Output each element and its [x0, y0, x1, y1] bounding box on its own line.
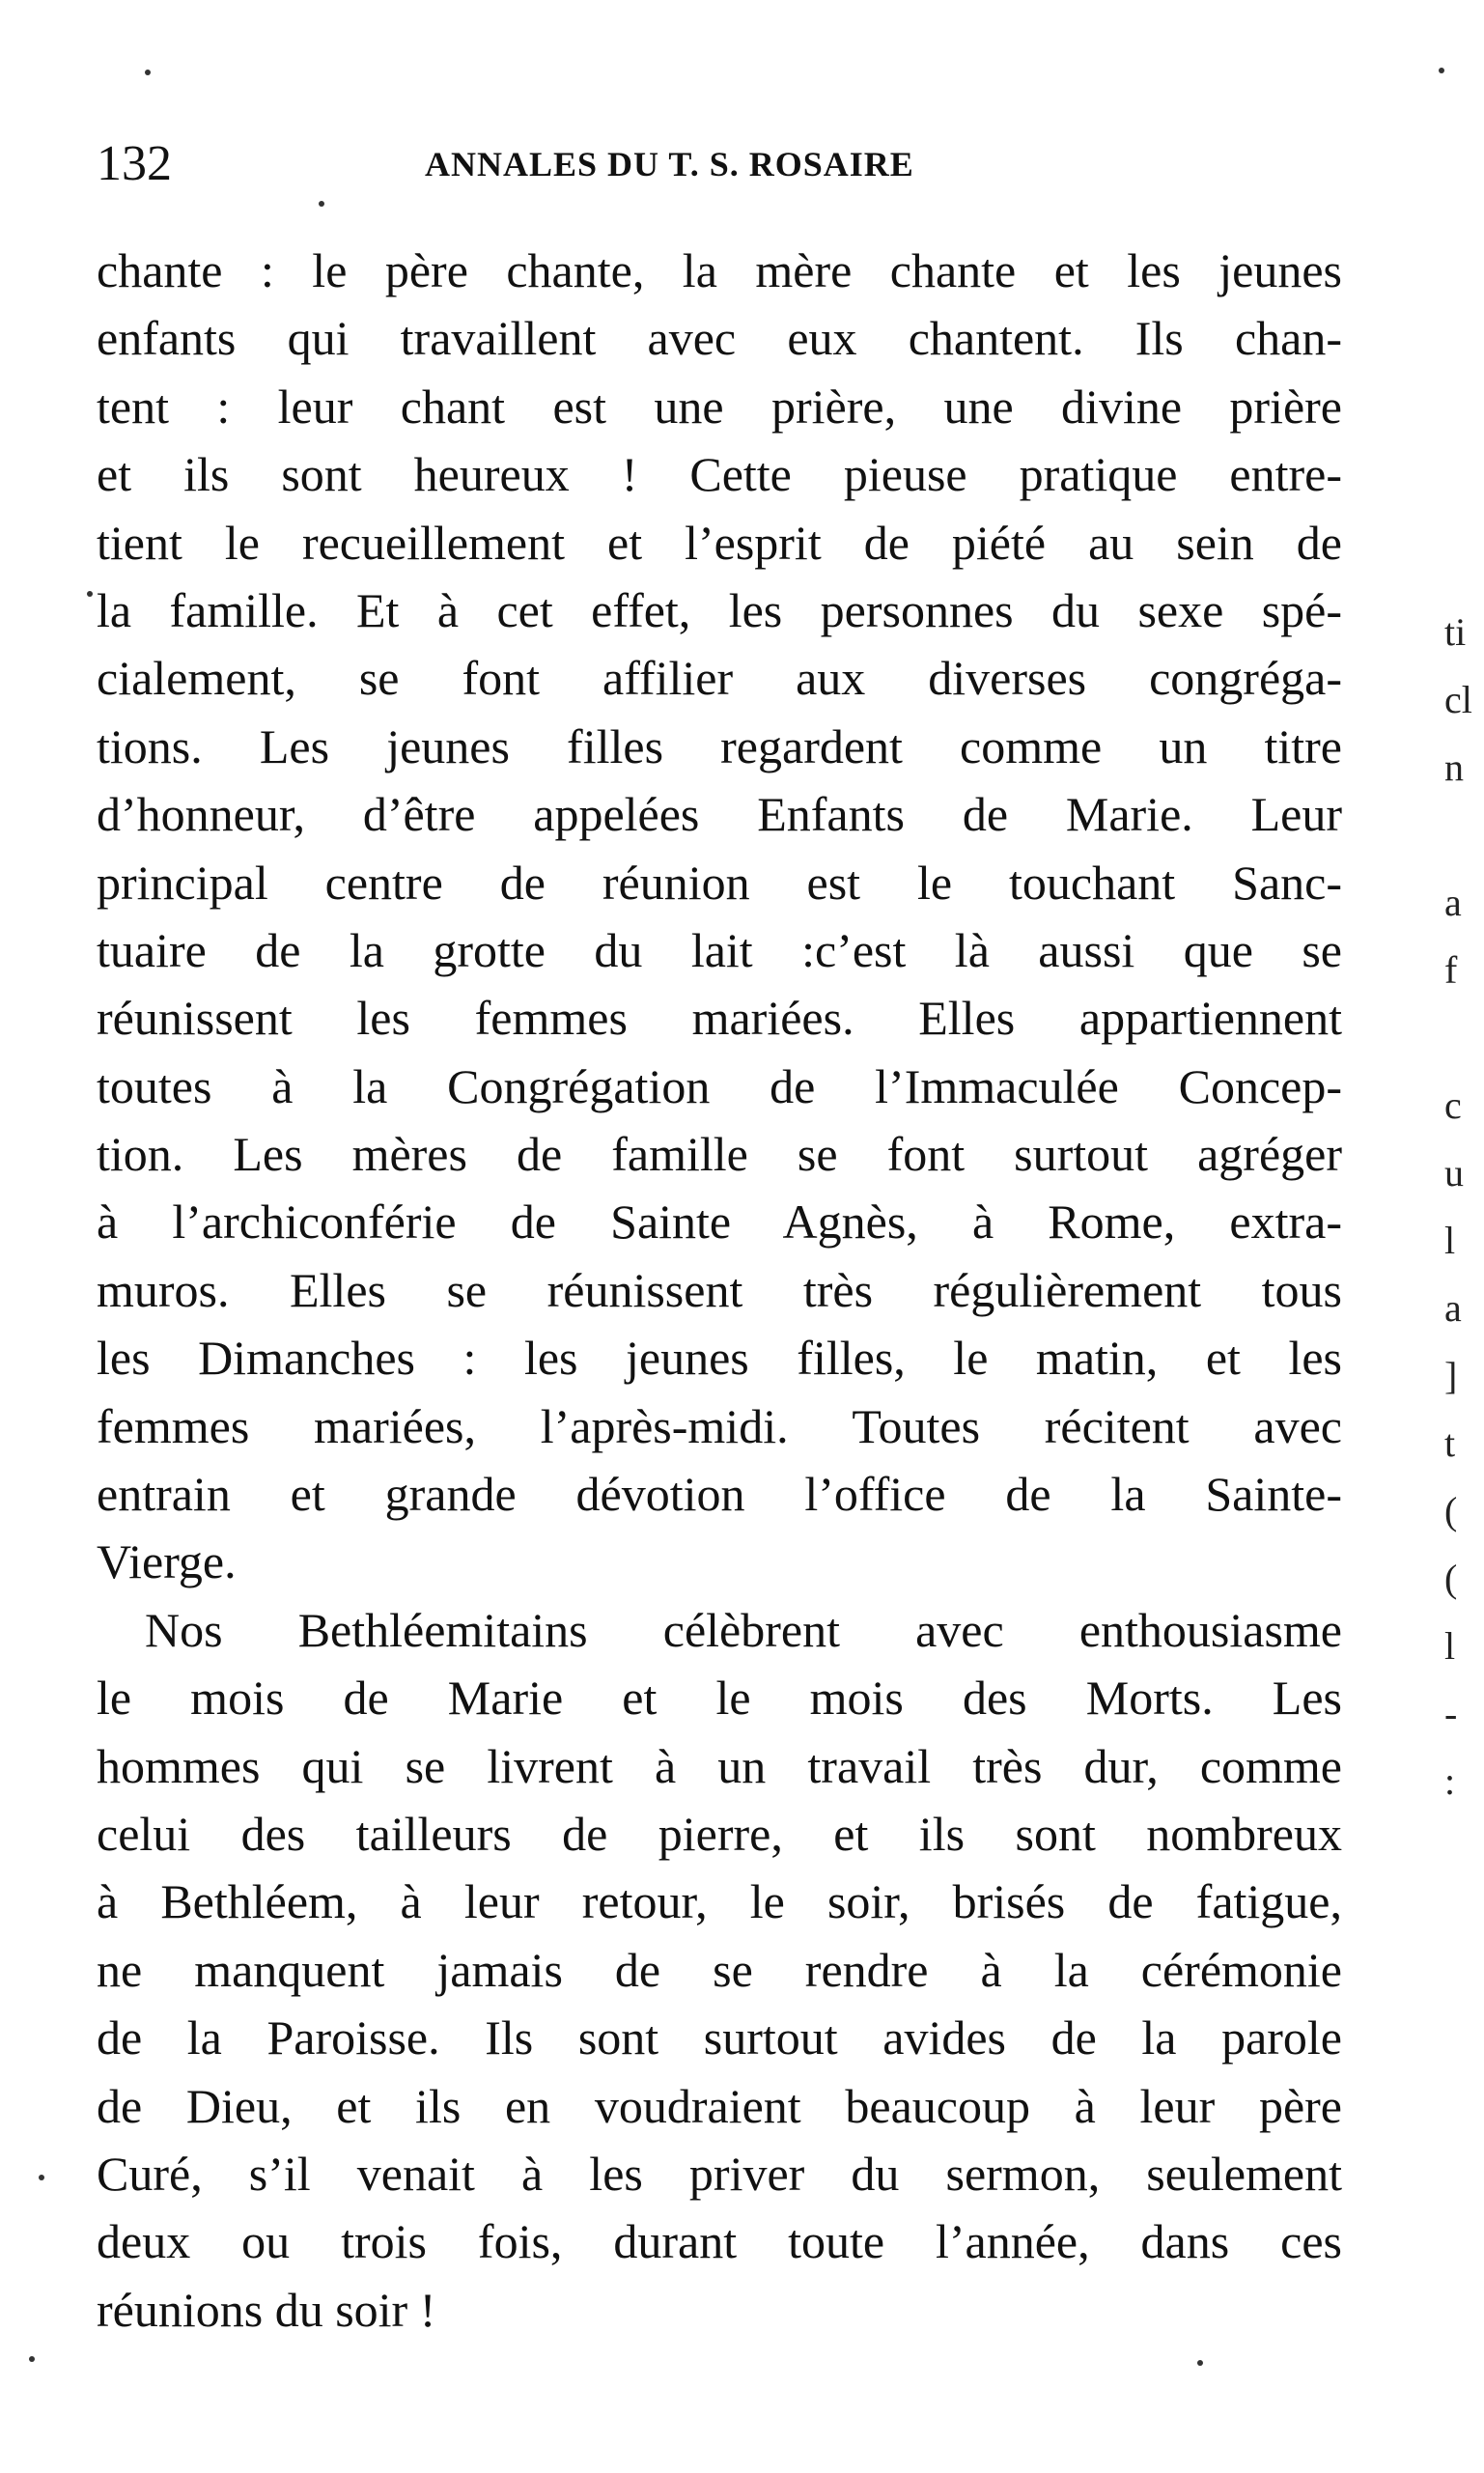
- scan-speck: [39, 2175, 44, 2180]
- margin-fragment: u: [1444, 1151, 1464, 1194]
- margin-fragment: (: [1444, 1557, 1458, 1600]
- margin-fragment: l: [1444, 1624, 1456, 1668]
- text-line: de Dieu, et ils en voudraient beaucoup à leur père: [97, 2078, 1342, 2133]
- page-number: 132: [97, 136, 172, 191]
- text-line: tent : leur chant est une prière, une divine prière: [97, 379, 1342, 434]
- margin-fragment: [1444, 1004, 1483, 1072]
- text-line: hommes qui se livrent à un travail très dur, comme: [97, 1738, 1342, 1793]
- paragraph-2: [97, 1596, 1342, 2344]
- text-line: tient le recueillement et l’esprit de piété au sein de: [97, 515, 1342, 570]
- text-line: de la Paroisse. Ils sont surtout avides de la parole: [97, 2010, 1342, 2066]
- text-line: Vierge.: [97, 1534, 237, 1589]
- margin-fragment: l: [1444, 1219, 1456, 1262]
- text-line: entrain et grande dévotion l’office de la Sainte-: [97, 1467, 1342, 1522]
- margin-fragment: -: [1444, 1692, 1458, 1735]
- margin-fragment: n: [1444, 745, 1464, 789]
- paragraph-1: [97, 237, 1342, 1596]
- scan-speck: [1439, 68, 1444, 73]
- scan-speck: [1197, 2360, 1203, 2366]
- text-line: à Bethléem, à leur retour, le soir, brisés de fatigue,: [97, 1874, 1342, 1929]
- text-line: muros. Elles se réunissent très régulièrement tous: [97, 1262, 1342, 1317]
- margin-fragment: [1444, 801, 1483, 869]
- text-line: réunions du soir !: [97, 2282, 436, 2337]
- margin-fragment: (: [1444, 1489, 1458, 1532]
- margin-fragment: c: [1444, 1083, 1462, 1127]
- margin-fragment: ti: [1444, 610, 1467, 654]
- text-line: et ils sont heureux ! Cette pieuse pratique entre-: [97, 447, 1342, 502]
- text-line: deux ou trois fois, durant toute l’année, dans ces: [97, 2214, 1342, 2269]
- text-line: la famille. Et à cet effet, les personnes du sexe spé-: [97, 582, 1342, 637]
- text-line: principal centre de réunion est le touchant Sanc-: [97, 855, 1342, 910]
- text-line: chante : le père chante, la mère chante et les jeunes: [97, 243, 1342, 297]
- margin-fragment: f: [1444, 948, 1458, 992]
- scan-speck: [87, 591, 93, 597]
- text-line: tion. Les mères de famille se font surtout agréger: [97, 1127, 1342, 1182]
- text-line: ne manquent jamais de se rendre à la cérémonie: [97, 1942, 1342, 1997]
- text-line: Nos Bethléemitains célèbrent avec enthousiasme: [145, 1602, 1342, 1657]
- text-line: d’honneur, d’être appelées Enfants de Marie. Leur: [97, 787, 1342, 842]
- text-line: tions. Les jeunes filles regardent comme un titre: [97, 718, 1342, 773]
- text-line: cialement, se font affilier aux diverses congréga-: [97, 651, 1342, 706]
- scan-speck: [29, 2356, 35, 2362]
- margin-fragment: a: [1444, 881, 1462, 924]
- text-line: le mois de Marie et le mois des Morts. Les: [97, 1671, 1342, 1726]
- facing-page-fragments: [1444, 599, 1483, 1815]
- margin-fragment: t: [1444, 1421, 1456, 1465]
- margin-fragment: :: [1444, 1759, 1456, 1803]
- text-line: celui des tailleurs de pierre, et ils sont nombreux: [97, 1806, 1342, 1861]
- text-line: tuaire de la grotte du lait :c’est là aussi que se: [97, 922, 1342, 977]
- text-line: réunissent les femmes mariées. Elles appartiennent: [97, 991, 1342, 1046]
- text-line: enfants qui travaillent avec eux chantent. Ils chan-: [97, 311, 1342, 366]
- running-head: ANNALES DU T. S. ROSAIRE: [425, 145, 914, 183]
- scan-speck: [319, 201, 324, 207]
- margin-fragment: a: [1444, 1286, 1462, 1330]
- text-line: les Dimanches : les jeunes filles, le matin, et les: [97, 1331, 1342, 1386]
- text-line: à l’archiconférie de Sainte Agnès, à Rome, extra-: [97, 1194, 1342, 1250]
- margin-fragment: ]: [1444, 1354, 1458, 1397]
- text-line: Curé, s’il venait à les priver du sermon, seulement: [97, 2146, 1342, 2201]
- page-header: [97, 126, 1342, 203]
- scan-speck: [145, 70, 151, 75]
- text-line: femmes mariées, l’après-midi. Toutes récitent avec: [97, 1398, 1342, 1453]
- body-text: [97, 237, 1342, 2344]
- text-line: toutes à la Congrégation de l’Immaculée Concep-: [97, 1058, 1342, 1113]
- margin-fragment: cl: [1444, 678, 1472, 721]
